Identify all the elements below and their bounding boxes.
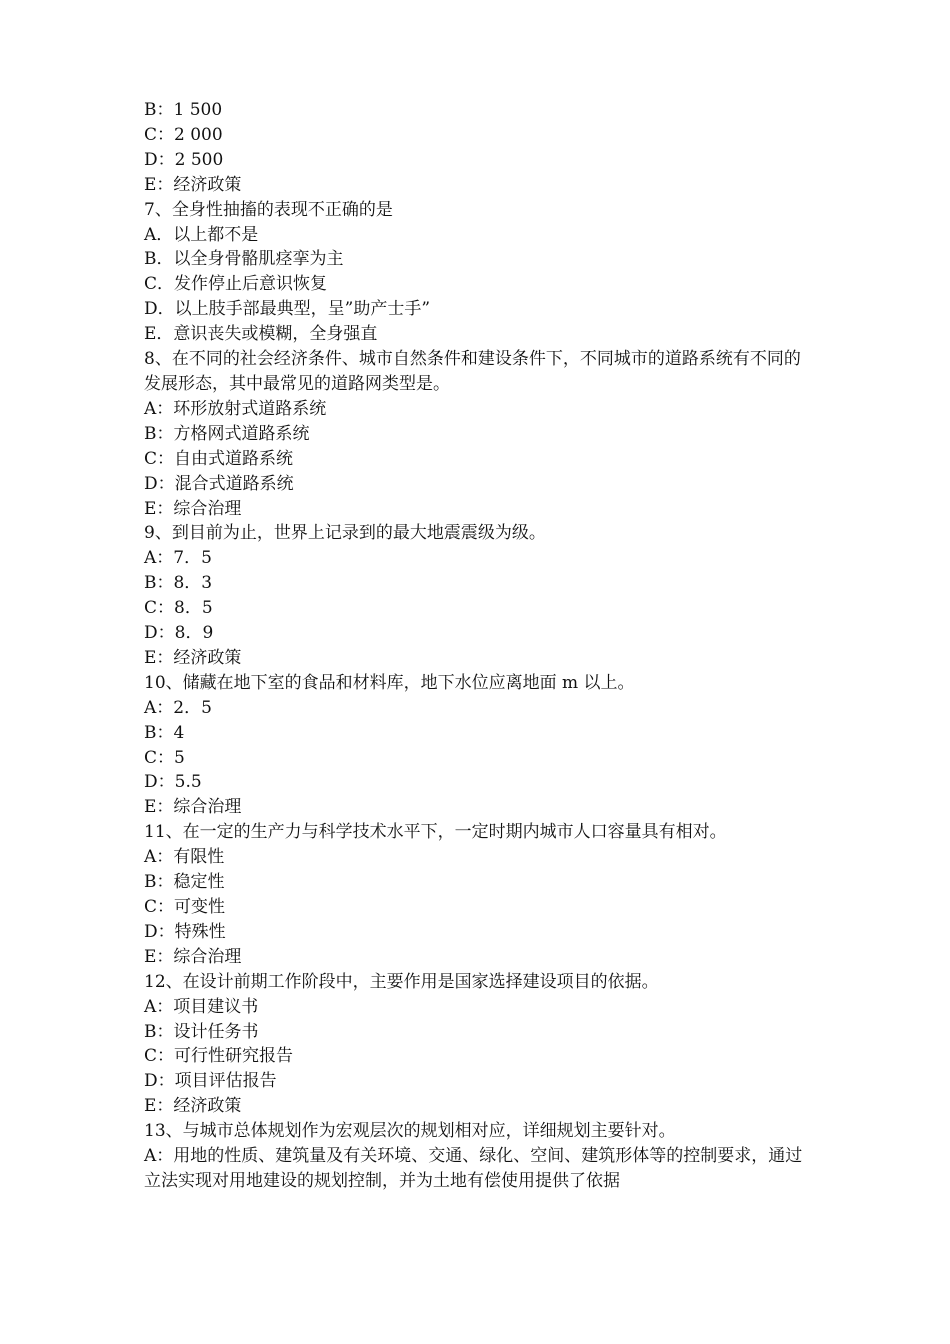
- text-line: B：4: [144, 722, 185, 743]
- text-line: D：5.5: [144, 772, 202, 793]
- text-line: D：8．9: [144, 623, 214, 644]
- text-line: B：稳定性: [144, 872, 225, 893]
- text-line: A：7．5: [144, 548, 212, 569]
- text-line: D：项目评估报告: [144, 1071, 277, 1092]
- question-line: 11、在一定的生产力与科学技术水平下，一定时期内城市人口容量具有相对。: [144, 822, 727, 843]
- text-line: C．发作停止后意识恢复: [144, 274, 328, 295]
- text-line: B：1 500: [144, 100, 223, 120]
- text-line: B．以全身骨骼肌痉挛为主: [144, 249, 344, 270]
- text-line: A：环形放射式道路系统: [144, 398, 327, 419]
- text-line: E：综合治理: [144, 797, 242, 818]
- question-line: 9、到目前为止，世界上记录到的最大地震震级为级。: [144, 523, 546, 544]
- text-line: A：有限性: [144, 847, 225, 868]
- text-line: D：混合式道路系统: [144, 473, 294, 494]
- text-line: B：8．3: [144, 573, 213, 594]
- text-line: A：用地的性质、建筑量及有关环境、交通、绿化、空间、建筑形体等的控制要求，通过立法实现对用地建设的规划控制，并为土地有偿使用提供了依据: [144, 1146, 803, 1191]
- text-line: A：项目建议书: [144, 996, 259, 1017]
- text-line: C：5: [144, 747, 185, 768]
- question-line: 8、在不同的社会经济条件、城市自然条件和建设条件下，不同城市的道路系统有不同的发展形态，其中最常见的道路网类型是。: [144, 349, 801, 394]
- question-line: 13、与城市总体规划作为宏观层次的规划相对应，详细规划主要针对。: [144, 1121, 676, 1142]
- text-line: B：方格网式道路系统: [144, 423, 310, 444]
- text-line: E：经济政策: [144, 174, 242, 195]
- document-body: [144, 98, 814, 1194]
- text-line: B：设计任务书: [144, 1021, 259, 1042]
- text-line: D：特殊性: [144, 921, 226, 942]
- text-line: E：经济政策: [144, 1096, 242, 1117]
- text-line: E：经济政策: [144, 647, 242, 668]
- question-line: 7、全身性抽搐的表现不正确的是: [144, 199, 393, 220]
- text-line: E：综合治理: [144, 498, 242, 519]
- text-line: A．以上都不是: [144, 224, 259, 245]
- text-line: C：8．5: [144, 598, 213, 619]
- question-line: 12、在设计前期工作阶段中，主要作用是国家选择建设项目的依据。: [144, 971, 659, 992]
- text-line: E：综合治理: [144, 946, 242, 967]
- text-line: C：2 000: [144, 124, 223, 145]
- text-line: D．以上肢手部最典型，呈”助产士手”: [144, 299, 431, 320]
- text-line: E．意识丧失或模糊，全身强直: [144, 324, 378, 345]
- text-line: A：2．5: [144, 697, 212, 718]
- text-line: C：可变性: [144, 897, 226, 917]
- text-line: D：2 500: [144, 149, 224, 170]
- question-line: 10、储藏在地下室的食品和材料库，地下水位应离地面 m 以上。: [144, 672, 635, 693]
- text-line: C：自由式道路系统: [144, 448, 294, 469]
- text-line: C：可行性研究报告: [144, 1046, 294, 1067]
